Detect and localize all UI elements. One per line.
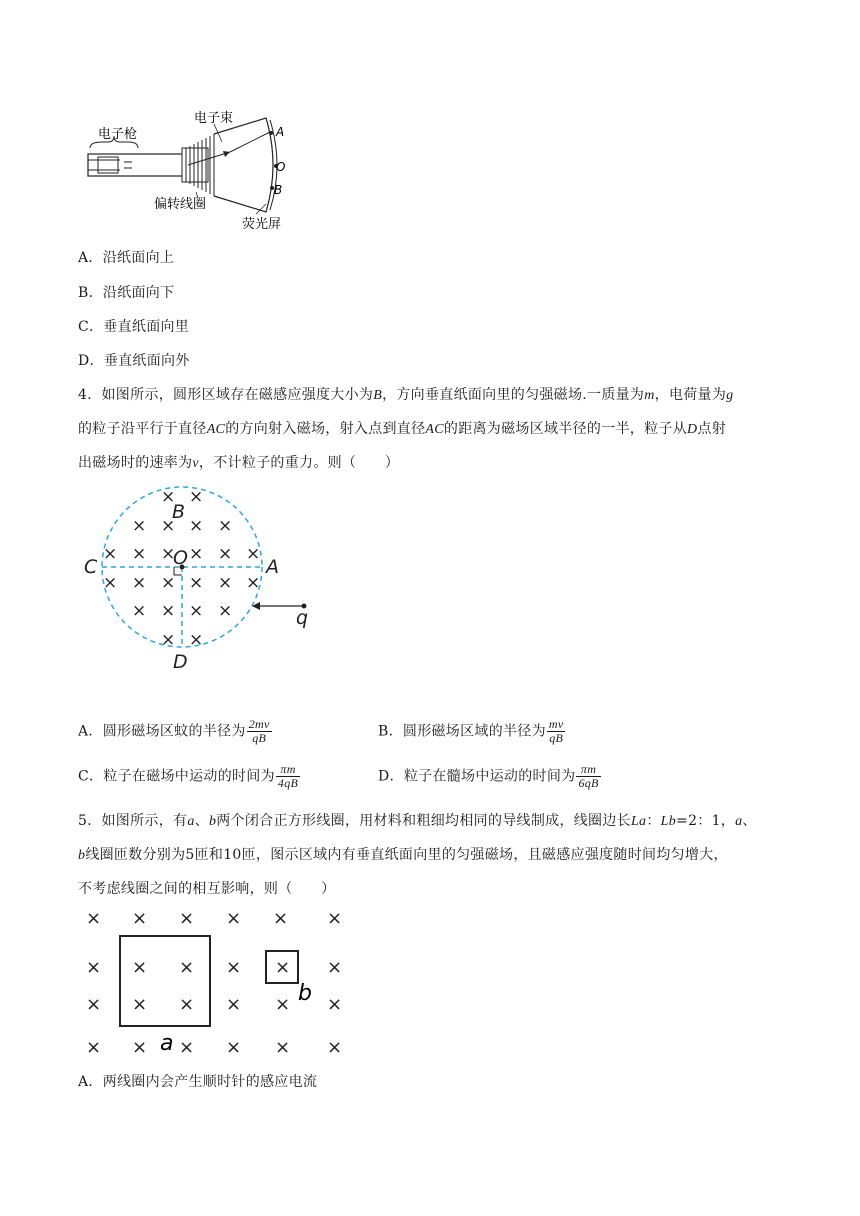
svg-text:×: ×	[327, 957, 343, 978]
label-point-b: B	[274, 183, 283, 197]
label-gun: 电子枪	[98, 127, 138, 142]
svg-text:×: ×	[161, 573, 176, 593]
svg-text:×: ×	[189, 630, 204, 650]
label-point-o: O	[276, 160, 286, 174]
svg-text:×: ×	[275, 994, 291, 1015]
svg-text:×: ×	[327, 908, 343, 929]
svg-text:×: ×	[218, 544, 233, 564]
q5-stem-line2: b线圈匝数分别为5匝和10匝，图示区域内有垂直纸面向里的匀强磁场，且磁感应强度随时间均匀增大，	[78, 847, 728, 863]
svg-text:×: ×	[179, 994, 195, 1015]
svg-text:×: ×	[179, 1037, 195, 1058]
coils-figure	[80, 900, 360, 1065]
label-beam: 电子束	[194, 111, 234, 126]
svg-text:×: ×	[179, 908, 195, 929]
label-a: A	[266, 556, 279, 578]
svg-text:×: ×	[246, 573, 261, 593]
q5-stem-line3: 不考虑线圈之间的相互影响，则（ ）	[78, 881, 336, 897]
label-b: B	[172, 501, 186, 523]
svg-text:×: ×	[179, 957, 195, 978]
svg-text:×: ×	[189, 487, 204, 507]
svg-text:×: ×	[218, 573, 233, 593]
svg-text:×: ×	[218, 601, 233, 621]
svg-text:×: ×	[132, 544, 147, 564]
svg-text:×: ×	[161, 630, 176, 650]
svg-text:×: ×	[161, 487, 176, 507]
svg-text:×: ×	[275, 957, 291, 978]
label-o: O	[173, 547, 188, 569]
q4-option-c: C．粒子在磁场中运动的时间为 $\frac{\pi m}{4qB}$	[78, 762, 299, 790]
svg-text:×: ×	[132, 908, 148, 929]
svg-text:×: ×	[86, 1037, 102, 1058]
q4-option-d: D．粒子在髓场中运动的时间为 $\frac{\pi m}{6qB}$	[378, 762, 599, 790]
label-coil: 偏转线圈	[154, 197, 207, 212]
svg-text:×: ×	[132, 957, 148, 978]
crt-figure	[80, 108, 290, 233]
label-c: C	[84, 556, 98, 578]
svg-text:×: ×	[86, 908, 102, 929]
svg-text:×: ×	[226, 908, 242, 929]
svg-text:×: ×	[161, 544, 176, 564]
svg-text:×: ×	[161, 516, 176, 536]
svg-text:×: ×	[161, 601, 176, 621]
svg-text:×: ×	[132, 1037, 148, 1058]
svg-text:×: ×	[132, 601, 147, 621]
svg-text:×: ×	[132, 573, 147, 593]
q3-option-b: B．沿纸面向下	[78, 285, 175, 301]
svg-text:×: ×	[218, 516, 233, 536]
label-coil-b: b	[298, 981, 312, 1006]
svg-text:×: ×	[86, 994, 102, 1015]
q4-option-b: B．圆形磁场区域的半径为 $\frac{mv}{qB}$	[378, 717, 564, 745]
label-coil-a: a	[160, 1031, 174, 1056]
svg-text:×: ×	[327, 1037, 343, 1058]
label-screen: 荧光屏	[242, 217, 282, 232]
svg-text:×: ×	[189, 544, 204, 564]
label-q: q	[296, 607, 309, 629]
q4-stem-line3: 出磁场时的速率为v，不计粒子的重力。则（ ）	[78, 455, 400, 471]
q3-option-d: D．垂直纸面向外	[78, 353, 190, 369]
circular-field-figure	[80, 478, 330, 678]
q4-option-a: A．圆形磁场区蚊的半径为 $\frac{2mv}{qB}$	[78, 717, 270, 745]
q3-option-a: A．沿纸面向上	[78, 250, 175, 266]
svg-text:×: ×	[275, 1037, 291, 1058]
svg-text:×: ×	[189, 601, 204, 621]
svg-text:×: ×	[103, 544, 118, 564]
q4-stem-line2: 的粒子沿平行于直径AC的方向射入磁场，射入点到直径AC的距离为磁场区域半径的一半，粒子从D点射	[78, 421, 727, 437]
svg-text:×: ×	[132, 516, 147, 536]
q5-stem-line1: 5．如图所示，有a、b两个闭合正方形线圈，用材料和粗细均相同的导线制成，线圈边长La：Lb=2：1，a、	[78, 813, 757, 829]
label-d: D	[173, 651, 188, 673]
svg-text:×: ×	[189, 516, 204, 536]
svg-text:×: ×	[226, 957, 242, 978]
label-point-a: A	[276, 125, 285, 139]
svg-text:×: ×	[246, 544, 261, 564]
q5-option-a: A．两线圈内会产生顺时针的感应电流	[78, 1074, 318, 1090]
q4-stem-line1: 4．如图所示，圆形区域存在磁感应强度大小为B，方向垂直纸面向里的匀强磁场.一质量为m，电荷量为g	[78, 387, 734, 403]
svg-text:×: ×	[226, 994, 242, 1015]
svg-text:×: ×	[86, 957, 102, 978]
svg-text:×: ×	[189, 573, 204, 593]
svg-text:×: ×	[273, 908, 289, 929]
q3-option-c: C．垂直纸面向里	[78, 319, 190, 335]
svg-text:×: ×	[103, 573, 118, 593]
svg-text:×: ×	[226, 1037, 242, 1058]
svg-text:×: ×	[327, 994, 343, 1015]
svg-text:×: ×	[132, 994, 148, 1015]
